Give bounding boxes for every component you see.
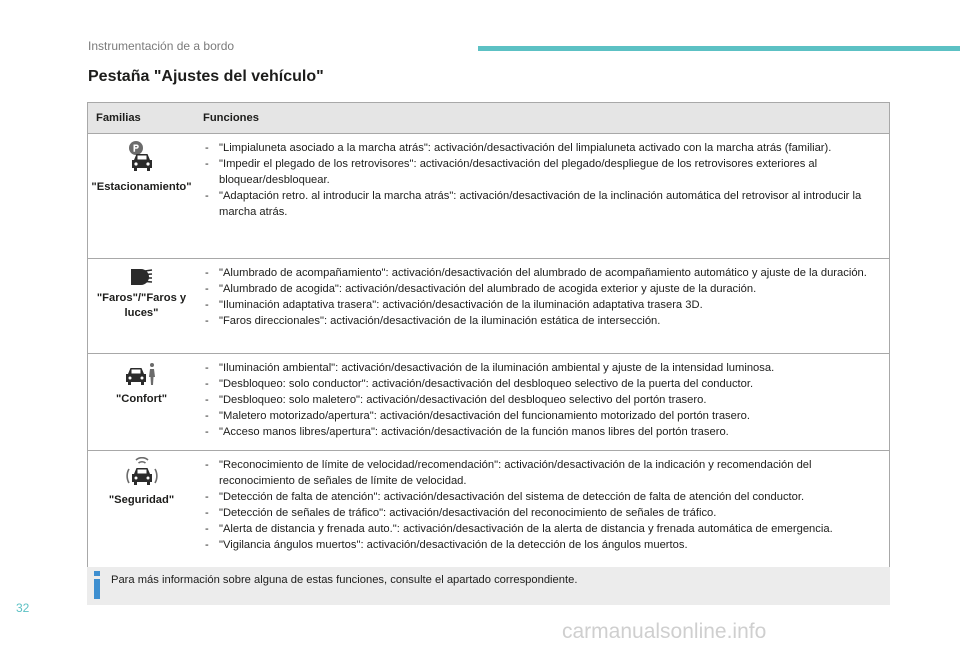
functions-cell — [195, 134, 890, 259]
list-item: - "Alumbrado de acompañamiento": activación/desactivación del alumbrado de acompañamiento automático y ajuste de la duración. — [205, 265, 881, 281]
parking-car-icon — [127, 140, 157, 178]
family-label: "Confort" — [116, 393, 167, 405]
table-row — [88, 354, 890, 451]
family-cell — [88, 354, 196, 451]
column-header-families: Familias — [88, 103, 196, 134]
functions-list — [205, 360, 881, 440]
table-row — [88, 259, 890, 354]
chapter-title: Instrumentación de a bordo — [88, 39, 235, 53]
functions-cell — [195, 259, 890, 354]
list-item: - "Reconocimiento de límite de velocidad/recomendación": activación/desactivación de la indicación y recomendación del reconocimiento de señales de límite de velocidad. — [205, 457, 881, 489]
list-item: - "Acceso manos libres/apertura": activación/desactivación de la función manos libres del portón trasero. — [205, 424, 881, 440]
functions-list — [205, 140, 881, 220]
family-cell — [88, 134, 196, 259]
functions-list — [205, 457, 881, 553]
family-cell — [88, 259, 196, 354]
list-item: - "Desbloqueo: solo maletero": activación/desactivación del desbloqueo selectivo del portón trasero. — [205, 392, 881, 408]
page-number: 32 — [16, 601, 30, 615]
functions-cell — [195, 354, 890, 451]
family-label: "Estacionamiento" — [91, 181, 192, 193]
functions-list — [205, 265, 881, 329]
list-item: - "Faros direccionales": activación/desactivación de la iluminación estática de intersección. — [205, 313, 881, 329]
list-item: - "Iluminación adaptativa trasera": activación/desactivación de la iluminación adaptativa trasera 3D. — [205, 297, 881, 313]
vehicle-settings-table — [87, 102, 890, 590]
list-item: - "Desbloqueo: solo conductor": activación/desactivación del desbloqueo selectivo de la puerta del conductor. — [205, 376, 881, 392]
section-title: Pestaña "Ajustes del vehículo" — [88, 68, 324, 85]
list-item: - "Iluminación ambiental": activación/desactivación de la iluminación ambiental y ajuste de la intensidad luminosa. — [205, 360, 881, 376]
family-label: "Seguridad" — [108, 494, 175, 506]
list-item: - "Maletero motorizado/apertura": activación/desactivación del funcionamiento motorizado del portón trasero. — [205, 408, 881, 424]
list-item: - "Alerta de distancia y frenada auto.": activación/desactivación de la alerta de distancia y frenada automática de emergencia. — [205, 521, 881, 537]
list-item: - "Limpialuneta asociado a la marcha atrás": activación/desactivación del limpialuneta activado con la marcha atrás (familiar). — [205, 140, 881, 156]
list-item: - "Vigilancia ángulos muertos": activación/desactivación de la detección de los ángulos muertos. — [205, 537, 881, 553]
watermark: carmanualsonline.info — [562, 620, 767, 643]
table-row — [88, 134, 890, 259]
list-item: - "Adaptación retro. al introducir la marcha atrás": activación/desactivación de la inclinación automática del retrovisor al introducir la marcha atrás. — [205, 188, 881, 220]
info-note — [87, 567, 890, 605]
family-label: "Faros"/"Faros y luces" — [96, 292, 187, 319]
info-icon — [93, 570, 101, 600]
header-accent-bar — [478, 46, 960, 51]
safety-car-waves-icon — [125, 457, 159, 491]
info-note-text: Para más información sobre alguna de estas funciones, consulte el apartado correspondiente. — [111, 574, 578, 586]
table-header-row — [88, 103, 890, 134]
comfort-car-person-icon — [124, 360, 160, 390]
list-item: - "Detección de falta de atención": activación/desactivación del sistema de detección de falta de atención del conductor. — [205, 489, 881, 505]
column-header-functions: Funciones — [195, 103, 890, 134]
headlight-icon — [127, 265, 157, 289]
list-item: - "Alumbrado de acogida": activación/desactivación del alumbrado de acogida exterior y ajuste de la duración. — [205, 281, 881, 297]
list-item: - "Impedir el plegado de los retrovisores": activación/desactivación del plegado/despliegue de los retrovisores exteriores al bloquear/desbloquear. — [205, 156, 881, 188]
list-item: - "Detección de señales de tráfico": activación/desactivación del reconocimiento de señales de tráfico. — [205, 505, 881, 521]
